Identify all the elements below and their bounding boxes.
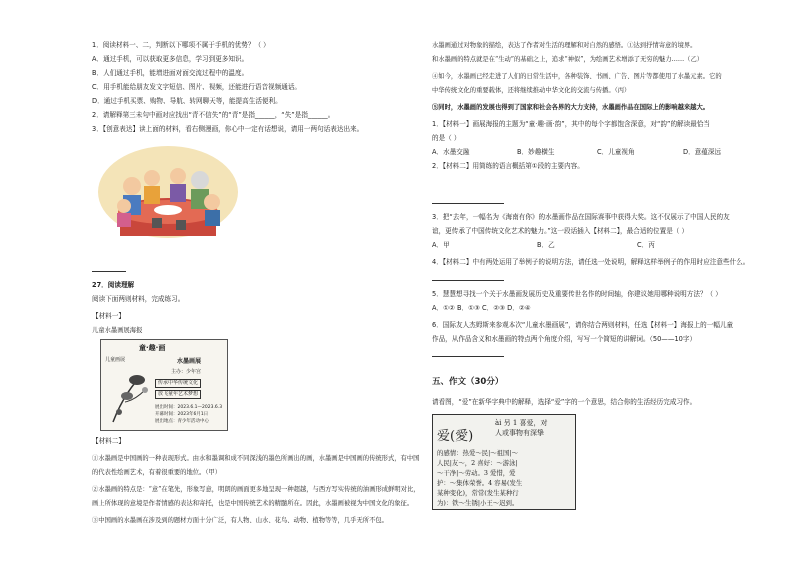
dict-line-8: 为)：铁～生锈|小王～迟到。	[437, 499, 519, 507]
poster-subtitle: 水墨画展	[177, 358, 202, 365]
material-1-label: 【材料一】	[92, 312, 125, 320]
dict-line-7: 某种变化)，常常(发生某种行	[437, 489, 519, 497]
dict-line-3: 的感情：热爱～民|～祖国|～	[437, 449, 518, 457]
ink-painting-poster	[100, 339, 228, 431]
dict-line-4: 人民|友～，2 喜好：～游泳|	[437, 459, 518, 467]
r-question-6: 6．国际友人杰姆斯来参观本次“儿童水墨画展”，请你结合两则材料，任选【材料一】海报上的一幅儿童	[432, 321, 734, 329]
r-q1-option-c: C．儿童视角	[597, 148, 635, 156]
answer-line-q4	[432, 280, 504, 281]
dict-line-2: 人或事物有深挚	[495, 429, 544, 437]
question-1: 1．阅读材料一、二，判断以下哪项不属于手机的优势？（ ）	[92, 41, 270, 49]
paragraph-2-cont: 画上所体现的意境是作者情感的表达和寄托，也是中国传统艺术的精髓所在。因此，水墨画被视为中国文化的象征。	[92, 500, 414, 507]
paragraph-3: ③中国画的水墨画在涉及到的题材方面十分广泛，有人物、山水、花鸟、动物、植物等等，几乎无所不包。	[92, 517, 388, 524]
option-a: A．通过手机，可以获取更多信息，学习到更多知识。	[92, 55, 249, 63]
answer-line-q6	[432, 356, 504, 357]
answer-line-q2	[432, 203, 504, 204]
r-q3-option-c: C．丙	[637, 241, 655, 249]
r-q3-option-a: A．甲	[432, 241, 450, 249]
material-1-title: 儿童水墨画展海报	[92, 327, 143, 334]
r-q1-option-b: B．妙趣横生	[517, 148, 555, 156]
paragraph-4-cont: 中华传统文化的重要载体，还将继续推动中华文化的交流与传播。（丙）	[432, 87, 631, 94]
dictionary-entry-image	[432, 414, 576, 510]
ink-flower-illustration	[105, 366, 151, 426]
r-question-1: 1．【材料一】画展海报的主题为“童·趣·画·韵”，其中的每个字都饱含深意，对“韵”的解读最恰当	[432, 120, 711, 128]
r-question-3: 3．把“去年，一幅名为《海南有你》的水墨画作品在国际赛事中获得大奖。这不仅展示了中国人民的友	[432, 213, 730, 221]
r-question-5: 5．慧慧想寻找一个关于水墨画发展历史及重要传世名作的时间轴，你建议她用哪种说明方法？（ ）	[432, 290, 722, 298]
dict-line-6: 护：～集体荣誉。4 容易(发生	[437, 479, 523, 487]
option-c: C．用手机能给朋友发文字短信、图片、视频，还能进行语音视频通话。	[92, 83, 302, 91]
poster-title: 童·趣·画	[139, 344, 166, 352]
dict-headword: 爱(愛)	[437, 429, 474, 444]
section-27-heading: 27．阅读理解	[92, 281, 135, 289]
r-question-3-line2: 谊，更传承了中国传统文化艺术的魅力。”这一段话插入【材料二】，最合适的位置是（ ）	[432, 227, 689, 235]
r-question-1-line2: 的是（ ）	[432, 134, 461, 142]
question-3: 3．【创意表达】读上面的材料，看右侧漫画，你心中一定有话想说，请用一两句话表达出来。	[92, 125, 364, 133]
option-d: D．通过手机买票、购物、导航、转网聊天等，能提高生活便利。	[92, 97, 282, 105]
r-q1-option-a: A．水墨交融	[432, 148, 470, 156]
poster-date-1: 展出时间：2023.6.1—2023.6.3	[155, 405, 223, 410]
r-q5-options: A．①② B．①③ C．②③ D．②④	[432, 304, 531, 312]
paragraph-3-cont-2: 和水墨画的特点就是在“生动”的基础之上，追求“神似”，为绘画艺术增添了无穷的魅力……（乙）	[432, 56, 704, 63]
r-q3-option-b: B．乙	[537, 241, 555, 249]
paragraph-4: ④如今，水墨画已经走进了人们的日常生活中，各种装饰、书画、广告、图片等都使用了水墨元素。它的	[432, 73, 722, 80]
poster-slogan-2: 放飞童年艺术梦想	[155, 390, 201, 399]
option-b: B．人们通过手机，能增进面对面交流过程中的温度。	[92, 69, 249, 77]
paragraph-2: ②水墨画的特点是：“意”在笔先，形象写意，明朗的画面更多地呈现一种超越，与西方写实传统的油画形成鲜明对比，	[92, 486, 420, 493]
family-dinner-cartoon	[92, 140, 242, 248]
r-question-6-line2: 作品，从作品含义和水墨画的特点两个角度介绍，写写一个简短的讲解词。（50——10字）	[432, 335, 697, 343]
poster-slogan-1: 传承中华传统文化	[155, 379, 201, 388]
poster-date-2: 开幕时间：2023年6月1日	[155, 412, 209, 417]
paragraph-3-cont: 水墨画通过对物象的描绘，表达了作者对生活的理解和对自然的感悟。①达到抒情寄意的境界。	[432, 42, 697, 49]
dict-line-5: ～干净|～劳动。3 爱惜，爱	[437, 469, 516, 477]
dict-line-1: ài 另 1 喜爱，对	[495, 419, 548, 427]
paragraph-1: ①水墨画是中国画的一种表现形式。由水和墨调和成不同深浅的墨色所画出的画，水墨画是中国画的传统形式，有中国	[92, 455, 420, 462]
r-q1-option-d: D．意蕴深远	[683, 148, 722, 156]
paragraph-1-cont: 的代表性绘画艺术，有着很重要的地位。（甲）	[92, 469, 222, 476]
poster-label: 儿童画展	[105, 357, 126, 363]
r-question-2: 2．【材料二】用简练的语言概括第①段的主要内容。	[432, 162, 584, 170]
poster-organizer: 主办：少年宫	[171, 369, 202, 375]
question-2: 2．请解释第三未句中画对应找出“青不信失”的“青”是指______，“失”是指______。	[92, 111, 335, 119]
poster-address: 展出地点：青少年活动中心	[155, 419, 209, 424]
section-27-instruction: 阅读下面两则材料，完成练习。	[92, 295, 185, 303]
material-2-label: 【材料二】	[92, 437, 125, 445]
r-question-4: 4．【材料二】中有两处运用了举例子的说明方法，请任选一处说明，解释这样举例子的作用时应注意些什么。	[432, 258, 750, 266]
paragraph-5: ⑤同时，水墨画的发展也得到了国家和社会各界的大力支持，水墨画作品在国际上的影响越来越大。	[432, 104, 710, 111]
divider	[92, 271, 126, 272]
right-column	[397, 0, 794, 562]
essay-prompt: 请看图，“爱”在新华字典中的解释，选择“爱”字的一个意思，结合你的生活经历完成习作。	[432, 398, 697, 406]
section-5-heading: 五、作文（30分）	[432, 377, 504, 387]
